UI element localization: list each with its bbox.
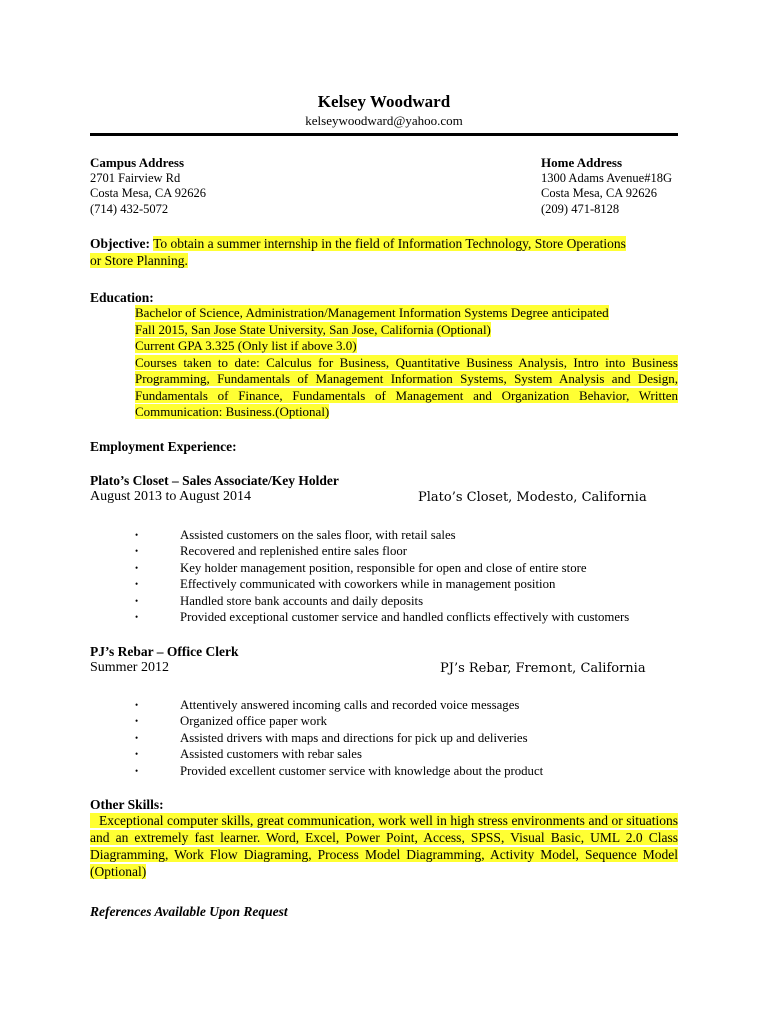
campus-address-heading: Campus Address: [90, 155, 185, 170]
duty-text: Key holder management position, responsible for open and close of entire store: [180, 560, 587, 575]
job-title: Plato’s Closet – Sales Associate/Key Holder: [90, 473, 339, 488]
duty-text: Attentively answered incoming calls and recorded voice messages: [180, 698, 520, 712]
list-item: [135, 609, 695, 625]
list-item: [135, 527, 695, 543]
home-phone: (209) 471-8128: [541, 201, 620, 216]
job-duties-list: [135, 527, 695, 625]
bullet-icon: •: [135, 612, 139, 623]
list-item: [135, 560, 695, 576]
other-skills-text: Exceptional computer skills, great communication, work well in high stress environments and or situations and an extremely fast learner. Word, Excel, Power Point, Access, SPSS, Visual Basic, UML 2.0 Class Diagramming, Work Flow Diagraming, Process Model Diagramming, Activity Model, Sequence Model (Optional): [90, 813, 678, 879]
education-heading: Education:: [90, 290, 154, 305]
header-divider: [90, 133, 678, 136]
bullet-icon: •: [135, 562, 139, 573]
bullet-icon: •: [135, 700, 139, 710]
home-address-line1: 1300 Adams Avenue#18G: [541, 170, 673, 185]
objective-section: [90, 235, 630, 269]
duty-text: Organized office paper work: [180, 714, 327, 729]
list-item: [135, 763, 695, 779]
job-location: PJ’s Rebar, Fremont, California: [440, 661, 646, 676]
education-degree: Bachelor of Science, Administration/Management Information Systems Degree anticipated: [135, 305, 609, 320]
list-item: [135, 730, 695, 746]
bullet-icon: •: [135, 765, 139, 776]
bullet-icon: •: [135, 579, 139, 590]
job-location: Plato’s Closet, Modesto, California: [418, 490, 647, 505]
other-skills-section: [90, 812, 678, 880]
education-courses: Courses taken to date: Calculus for Business, Quantitative Business Analysis, Intro into Business Programming, Fundamentals of Management Information Systems, System Analysis and Design, Fundamentals of Finance, Fundamentals of Management and Organization Behavior, Written Communication: Business.(Optional): [135, 354, 678, 419]
campus-phone: (714) 432-5072: [90, 201, 169, 216]
duty-text: Assisted drivers with maps and directions for pick up and deliveries: [180, 730, 528, 745]
job-dates: Summer 2012: [90, 660, 169, 675]
objective-text: To obtain a summer internship in the field of Information Technology, Store Operations or Store Planning.: [90, 236, 626, 268]
candidate-name: Kelsey Woodward: [317, 92, 451, 111]
job-duties-list: [135, 697, 695, 779]
bullet-icon: •: [135, 595, 139, 606]
bullet-icon: •: [135, 530, 139, 540]
candidate-email: kelseywoodward@yahoo.com: [305, 113, 463, 128]
home-address-heading: Home Address: [541, 155, 623, 170]
list-item: [135, 576, 695, 592]
list-item: [135, 543, 695, 559]
list-item: [135, 713, 695, 729]
duty-text: Provided exceptional customer service and handled conflicts effectively with customers: [180, 610, 630, 625]
job-title: PJ’s Rebar – Office Clerk: [90, 644, 239, 659]
education-school: Fall 2015, San Jose State University, San Jose, California (Optional): [135, 321, 491, 337]
duty-text: Recovered and replenished entire sales floor: [180, 544, 408, 559]
list-item: [135, 593, 695, 609]
duty-text: Effectively communicated with coworkers while in management position: [180, 577, 556, 592]
job-entry: [90, 473, 678, 509]
duty-text: Assisted customers with rebar sales: [180, 747, 362, 762]
bullet-icon: •: [135, 732, 139, 743]
duty-text: Handled store bank accounts and daily deposits: [180, 593, 424, 608]
home-address-line2: Costa Mesa, CA 92626: [541, 186, 657, 200]
education-gpa: Current GPA 3.325 (Only list if above 3.0): [135, 338, 357, 353]
bullet-icon: •: [135, 546, 139, 557]
job-dates: August 2013 to August 2014: [90, 489, 252, 504]
bullet-icon: •: [135, 749, 139, 760]
education-section: [135, 305, 678, 421]
campus-address-line1: 2701 Fairview Rd: [90, 170, 181, 185]
duty-text: Provided excellent customer service with knowledge about the product: [180, 763, 544, 778]
campus-address-line2: Costa Mesa, CA 92626: [90, 186, 206, 200]
campus-address-block: [90, 155, 206, 217]
bullet-icon: •: [135, 716, 139, 727]
objective-label: Objective:: [90, 236, 150, 251]
other-skills-heading: Other Skills:: [90, 797, 164, 812]
references-note: References Available Upon Request: [90, 904, 288, 919]
job-entry: [90, 644, 678, 680]
duty-text: Assisted customers on the sales floor, with retail sales: [180, 528, 456, 542]
employment-heading: Employment Experience:: [90, 439, 237, 454]
home-address-block: [541, 155, 672, 217]
list-item: [135, 746, 695, 762]
list-item: [135, 697, 695, 713]
